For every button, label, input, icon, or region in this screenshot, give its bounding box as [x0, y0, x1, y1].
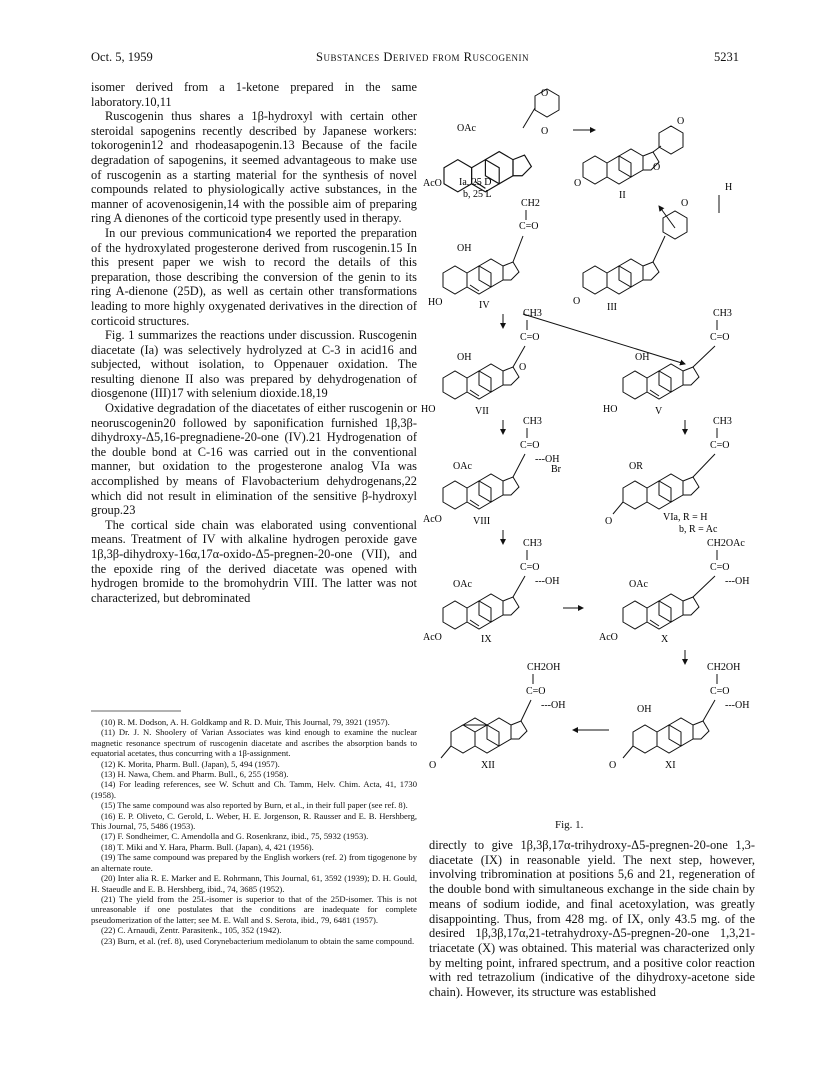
group-label: O	[681, 198, 689, 209]
group-label: C=O	[520, 332, 540, 343]
group-label: OAc	[457, 123, 476, 134]
structure-XII	[441, 700, 531, 758]
references	[91, 717, 417, 946]
compound-label: b, 25 L	[463, 189, 492, 200]
structure-IV	[443, 236, 523, 294]
compound-label: II	[619, 190, 626, 201]
group-label: ---OH	[535, 454, 560, 465]
group-label: C=O	[710, 686, 730, 697]
group-label: O	[541, 126, 549, 137]
group-label: O	[653, 162, 661, 173]
running-title: Substances Derived from Ruscogenin	[316, 50, 529, 64]
reference: (20) Inter alia R. E. Marker and E. Rohrmann, This Journal, 61, 3592 (1939); D. H. Gould, H. Staeudle and E. B. Hershberg, ibid., 74, 3685 (1952).	[91, 873, 417, 894]
group-label: OH	[457, 352, 472, 363]
group-label: OH	[457, 243, 472, 254]
group-label: O	[429, 760, 437, 771]
compound-label: VIa, R = H	[663, 512, 708, 523]
group-label: C=O	[710, 440, 730, 451]
group-label: CH3	[713, 308, 732, 319]
paragraph: Oxidative degradation of the diacetates of either ruscogenin or neoruscogenin20 followed by saponification furnished 1β,3β-dihydroxy-Δ5,16-pregnadiene-20-one (IV).21 Hydrogenation of the double bond at C-16 was carried out in the conventional manner, but oxidation to the progesterone analog VIa was accomplished by means of Flavobacterium dehydrogenans,22 which did not result in elimination of the sensitive β-hydroxyl group.23	[91, 401, 417, 518]
paragraph: Ruscogenin thus shares a 1β-hydroxyl with certain other steroidal sapogenins recently described by Japanese workers: tokorogenin12 and rhodeasapogenin.13 Because of the facile degradation of sapogenins, it seemed advantageous to make use of ruscogenin as a starting material for the synthesis of novel compounds related to physiologically active substances, in the manner of acovenosigenin,14 with the possible aim of preparing ring A dienones of the corticoid type presently used in therapy.	[91, 109, 417, 226]
group-label: CH3	[523, 416, 542, 427]
reference: (23) Burn, et al. (ref. 8), used Corynebacterium mediolanum to obtain the same compound.	[101, 935, 415, 946]
group-label: AcO	[423, 632, 442, 643]
compound-label: H	[725, 182, 733, 193]
group-label: HO	[428, 297, 443, 308]
compound-label: XII	[481, 760, 495, 771]
group-label: CH3	[523, 538, 542, 549]
reference: (16) E. P. Oliveto, C. Gerold, L. Weber, H. E. Jorgenson, R. Rausser and E. B. Hershberg, This Journal, 75, 5486 (1953).	[91, 810, 417, 832]
paragraph: In our previous communication4 we reported the preparation of the hydroxylated progesterone derived from ruscogenin.15 In this present paper we wish to record the details of this preparation, those describing the conversion of the genin to its ring A-dienone (25D), as well as certain other transformations leading to more highly oxygenated derivatives in the direction of corticoid structures.	[91, 225, 417, 328]
group-label: OAc	[629, 579, 648, 590]
group-label: ---OH	[725, 700, 750, 711]
group-label: C=O	[519, 221, 539, 232]
running-date: Oct. 5, 1959	[91, 50, 153, 64]
group-label: ---OH	[725, 576, 750, 587]
compound-label: VII	[475, 406, 489, 417]
group-label: C=O	[520, 562, 540, 573]
reference: (13) H. Nawa, Chem. and Pharm. Bull., 6, 255 (1958).	[101, 769, 289, 780]
group-label: AcO	[599, 632, 618, 643]
group-label: HO	[603, 404, 618, 415]
group-label: CH2OH	[527, 662, 561, 673]
paragraph: Fig. 1 summarizes the reactions under discussion. Ruscogenin diacetate (Ia) was selectively hydrolyzed at C-3 in acid16 and subjected, without isolation, to Oppenauer oxidation. The resulting dienone II also was prepared by dehydrogenation of diosgenone (III)17 with selenium dioxide.18,19	[91, 328, 417, 401]
paragraph: The cortical side chain was elaborated using conventional means. Treatment of IV with alkaline hydrogen peroxide gave 1β,3β-dihydroxy-16α,17α-oxido-Δ5-pregnen-20-one (VII), and the epoxide ring of the derived diacetate was opened with hydrogen bromide to the bromohydrin VIII. The latter was not characterized, but debrominated	[91, 517, 417, 605]
group-label: CH2OH	[707, 662, 741, 673]
reference: (17) F. Sondheimer, C. Amendolla and G. Rosenkranz, ibid., 75, 5932 (1953).	[101, 831, 369, 842]
reference: (14) For leading references, see W. Schutt and Ch. Tamm, Helv. Chim. Acta, 41, 1730 (1958).	[91, 779, 417, 800]
right-column-text: directly to give 1β,3β,17α-trihydroxy-Δ5-pregnen-20-one 1,3-diacetate (IX) in reasonable yield. The next step, however, involving tribromination at positions 5,6 and 21, regeneration of the double bond with simultaneous exchange in the side chain by means of sodium iodide, and final acetoxylation, was greatly disappointing. Thus, from 428 mg. of IX, only 43.5 mg. of the desired 1β,3β,17α,21-tetrahydroxy-Δ5-pregnen-20-one 1,3,21-triacetate (X) was obtained. This material was characterized only by melting point, infrared spectrum, and a positive color reaction with red tetrazolium (indicative of the dihydroxy-acetone side chain). However, its structure was established	[429, 838, 755, 1000]
group-label: CH2OAc	[707, 538, 745, 549]
group-label: ---OH	[535, 576, 560, 587]
group-label: O	[573, 296, 581, 307]
group-label: AcO	[423, 178, 442, 189]
group-label: OH	[635, 352, 650, 363]
reference: (15) The same compound was also reported by Burn, et al., in their full paper (see ref. 8).	[101, 800, 408, 811]
reference: (18) T. Miki and Y. Hara, Pharm. Bull. (Japan), 4, 421 (1956).	[101, 841, 314, 852]
group-label: OAc	[453, 461, 472, 472]
group-label: HO	[421, 404, 436, 415]
group-label: CH3	[523, 308, 542, 319]
paragraph: isomer derived from a 1-ketone prepared in the same laboratory.10,11	[91, 80, 417, 109]
compound-label: V	[655, 406, 663, 417]
reference: (12) K. Morita, Pharm. Bull. (Japan), 5, 494 (1957).	[101, 758, 280, 769]
reaction-scheme-figure	[423, 78, 759, 820]
compound-label: VIII	[473, 516, 491, 527]
structure-VII	[443, 346, 525, 399]
group-label: AcO	[423, 514, 442, 525]
group-label: OH	[637, 704, 652, 715]
compound-label: IX	[481, 634, 492, 645]
compound-label: X	[661, 634, 669, 645]
group-label: CH2	[521, 198, 540, 209]
reference: (11) Dr. J. N. Shoolery of Varian Associates was kind enough to examine the nuclear magnetic resonance spectrum of ruscogenin diacetate and ascribes the absorption bands to equatorial acetates, thus concurring with a 1β-assignment.	[91, 727, 417, 759]
group-label: C=O	[710, 332, 730, 343]
group-label: OR	[629, 461, 643, 472]
group-label: O	[541, 88, 549, 99]
page-number: 5231	[714, 50, 739, 64]
left-column	[91, 80, 417, 605]
compound-label: III	[607, 302, 617, 313]
group-label: O	[574, 178, 582, 189]
reference: (10) R. M. Dodson, A. H. Goldkamp and R. D. Muir, This Journal, 79, 3921 (1957).	[101, 717, 390, 727]
group-label: ---OH	[541, 700, 566, 711]
group-label: O	[677, 116, 685, 127]
group-label: O	[609, 760, 617, 771]
reference: (22) C. Arnaudi, Zentr. Parasitenk., 105, 352 (1942).	[101, 925, 282, 936]
group-label: C=O	[520, 440, 540, 451]
group-label: C=O	[526, 686, 546, 697]
compound-label: IV	[479, 300, 490, 311]
compound-label: Ia, 25 D	[459, 177, 492, 188]
reference: (21) The yield from the 25L-isomer is superior to that of the 25D-isomer. This is not unreasonable if one postulates that the conditions are inadequate for complete pseudomerization of the latter; see M. E. Wall and S. Serota, ibid., 79, 6481 (1957).	[91, 893, 417, 925]
compound-label: XI	[665, 760, 676, 771]
group-label: O	[605, 516, 613, 527]
group-label: O	[519, 362, 527, 373]
group-label: Br	[551, 464, 561, 475]
figure-caption: Fig. 1.	[555, 819, 584, 831]
structure-II	[583, 126, 683, 184]
group-label: OAc	[453, 579, 472, 590]
group-label: CH3	[713, 416, 732, 427]
reference: (19) The same compound was prepared by the English workers (ref. 2) from tigogenone by an alternate route.	[91, 852, 417, 873]
compound-label: b, R = Ac	[679, 524, 718, 535]
footnote-rule	[91, 710, 181, 712]
group-label: C=O	[710, 562, 730, 573]
